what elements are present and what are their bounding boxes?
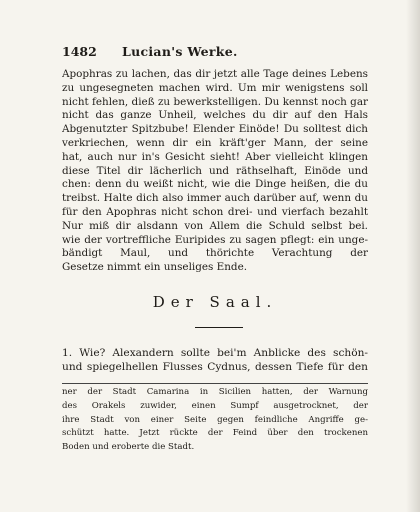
page-edge-shadow (406, 0, 420, 512)
text-line: chen: denn du weißt nicht, wie die Dinge heißen, die du (62, 178, 368, 191)
section-title: Der Saal. (152, 293, 278, 311)
footnote-line: ihre Stadt von einer Seite gegen feindliche Angriffe ge- (62, 414, 368, 425)
text-line: wie der vortreffliche Euripides zu sagen pflegt: ein unge- (62, 233, 368, 246)
page-number: 1482 (62, 44, 97, 59)
text-line: Nur miß dir alsdann von Allem die Schuld selbst bei. (62, 219, 368, 232)
text-line: diese Titel dir lächerlich und räthselhaft, Einöde und (62, 164, 368, 177)
text-line: nicht fehlen, dieß zu bewerkstelligen. Du kennst noch gar (62, 95, 368, 108)
text-line: für den Apophras nicht schon drei- und vierfach bezahlt (62, 205, 368, 218)
page-header (62, 44, 362, 62)
footnote-line: Boden und eroberte die Stadt. (62, 442, 195, 453)
text-line: nicht das ganze Unheil, welches du dir auf den Hals (62, 109, 368, 122)
paragraph-section (62, 346, 368, 374)
footnote (62, 387, 368, 456)
running-title: Lucian's Werke. (122, 44, 238, 59)
text-line: hat, auch nur in's Gesicht sieht! Aber vielleicht klingen (62, 150, 368, 163)
footnote-line: des Orakels zuwider, einen Sumpf ausgetrocknet, der (62, 400, 368, 411)
section-rule (195, 327, 243, 328)
footnote-rule (62, 383, 368, 384)
footnote-line: schützt hatte. Jetzt rückte der Feind über den trockenen (62, 428, 368, 439)
text-line: und spiegelhellen Flusses Cydnus, dessen Tiefe für den (62, 360, 368, 373)
text-line: bändigt Maul, und thörichte Verachtung der (62, 247, 368, 260)
text-line: Apophras zu lachen, das dir jetzt alle Tage deines Lebens (62, 68, 368, 80)
text-line: Gesetze nimmt ein unseliges Ende. (62, 261, 248, 274)
text-line: zu ungesegneten machen wird. Um mir wenigstens soll (62, 81, 368, 94)
text-line: Abgenutzter Spitzbube! Elender Einöde! Du solltest dich (62, 123, 368, 136)
text-line: verkriechen, wenn dir ein kräft'ger Mann, der seine (62, 136, 368, 149)
text-line: 1. Wie? Alexandern sollte bei'm Anblicke des schön- (62, 347, 368, 359)
footnote-line: ner der Stadt Camarina in Sicilien hatten, der Warnung (62, 387, 368, 397)
text-line: treibst. Halte dich also immer auch darüber auf, wenn du (62, 192, 368, 205)
paragraph-main (62, 68, 368, 275)
